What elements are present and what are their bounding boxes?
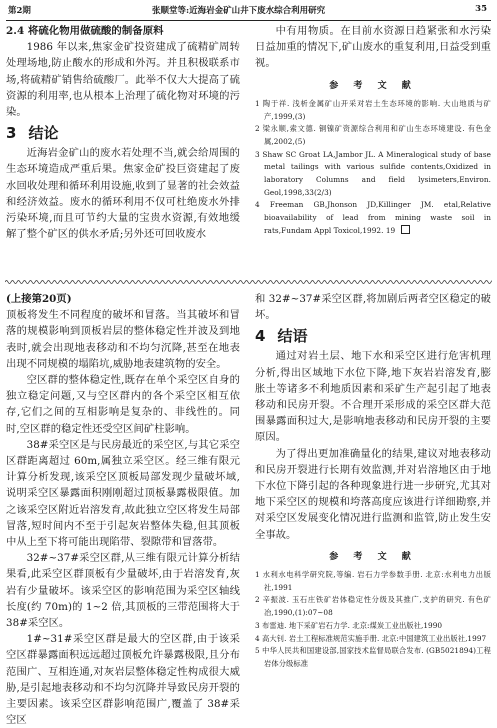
bottom-left-column [6,291,240,728]
reference-item: 3 布雷迪. 地下采矿岩石力学. 北京:煤炭工业出版社,1990 [255,620,443,630]
page-number: 35 [475,4,487,14]
paragraph: 顶板将发生不同程度的破坏和冒落。当其破坏和冒落的规模影响到顶板岩层的整体稳定性并波及到地表时,就会出现地表移动和不均匀沉降,甚至在地表出现不同规模的塌陷坑,威胁地表建筑物的安全。 [6,309,240,370]
bottom-right-column [255,291,491,671]
top-left-column [6,23,240,242]
references-list [255,98,491,238]
section-number: 3 [6,124,17,143]
reference-item: 2 辛振波. 玉石庄铁矿岩体稳定性分级及其推广,支护的研究. 有色矿冶,1990,(1):07~08 [255,595,491,618]
wavy-separator [5,278,492,286]
running-header [0,4,497,18]
paragraph: 为了得出更加准确量化的结果,建议对地表移动和民房开裂进行长期有效监测,并对岩溶地区由于地下水位下降引起的各种现象进行进一步研究,尤其对地下采空区的规模和垮落高度应该进行详细勘察,并对采空区发展变化情况进行监测和监管,防止发生安全事故。 [255,447,491,541]
paragraph: 1#~31#采空区群是最大的空区群,由于该采空区群暴露面积远远超过顶板允许暴露极限,且分布范围广、互相连通,对灰岩层整体稳定性构成很大威胁,是引起地表移动和不均匀沉降并导致民房开裂的主要因素。该采空区群影响范围广,覆盖了 38#采空区 [6,633,240,727]
end-mark-icon [401,225,410,234]
section-heading-2-4: 2.4 将硫化物用做硫酸的制备原料 [6,25,164,37]
reference-item: 1 陶于祥. 浅析金属矿山开采对岩土生态环境的影响. 大山地质与矿产,1999,(3) [255,98,491,121]
reference-item: 1 水利水电科学研究院,等编. 岩石力学参数手册. 北京:水利电力出版社,1991 [255,570,491,592]
references-heading: 参 考 文 献 [329,551,417,562]
reference-item: 4 高大钊. 岩土工程标准规范实施手册. 北京:中国建筑工业出版社,1997 [255,633,487,643]
issue-number: 第2期 [8,6,31,16]
reference-item: 2 梁永顺,索文德. 铜镍矿资源综合利用和矿山生态环境建设. 有色金属,2002,(5) [255,124,491,146]
continued-from-label: (上接第20页) [6,293,72,305]
paragraph: 和 32#~37#采空区群,将加剧后两者空区稳定的破坏。 [255,293,491,322]
section-heading-closing [255,325,491,347]
reference-item: 5 中华人民共和国建设部,国家技术监督局联合发布. (GB5021894)工程岩体分级标准 [255,646,491,668]
header-rule [6,20,491,21]
section-title: 结语 [277,327,308,346]
section-number: 4 [255,327,266,346]
paragraph: 近海岩金矿山的废水若处理不当,就会给周围的生态环境造成严重后果。焦家金矿投巨资建起了废水回收处理和循环利用设施,收到了显著的社会效益和经济效益。废水的循环利用不仅可杜绝废水外排污染环境,而且可节约大量的宝贵水资源,有效地缓解了整个矿区的供水矛盾;另外还可回收废水 [6,147,240,241]
references-heading: 参 考 文 献 [329,80,417,91]
paragraph: 中有用物质。在目前水资源日趋紧张和水污染日益加重的情况下,矿山废水的重复利用,日益受到重视。 [255,25,491,70]
running-title: 张顺堂等:近海岩金矿山井下废水综合利用研究 [152,6,326,16]
references-list [255,569,491,671]
section-title: 结论 [28,124,59,143]
section-heading-conclusion [6,122,240,144]
paragraph: 空区群的整体稳定性,既存在单个采空区自身的独立稳定问题,又与空区群内的各个采空区相互依存,它们之间的互相影响是复杂的、非线性的。同时,空区群的稳定性还受空区间矿柱影响。 [6,374,240,435]
paragraph: 1986 年以来,焦家金矿投资建成了硫精矿周转处理场地,防止酸水的形成和外泻。并且积极联系市场,将硫精矿销售给硫酸厂。此举不仅大大提高了硫资源的利用率,也从根本上治理了硫化物对环境的污染。 [6,41,240,119]
paragraph: 38#采空区是与民房最近的采空区,与其它采空区群距离超过 60m,属独立采空区。经三维有限元计算分析发现,该采空区顶板局部发现少量破坏域,说明采空区暴露面积刚刚超过顶板暴露极限值。加之该采空区附近岩溶发育,故此独立空区将发生局部冒落,短时间内不至于引起灰岩整体失稳,但其顶板中从上至下将可能出现陷带、裂隙带和冒落带。 [6,438,240,549]
reference-item: 3 Shaw SC Groat LA,Jambor JL. A Mineralogical study of base metal tailings with various sulfide contents,Oxidized in laboratory Columns and field lysimeters,Environ. Geol,1998,33(2/3) [255,149,491,197]
reference-item: 4 Freeman GB,Jhonson JD,Killinger JM. etal,Relative bioavailability of lead from mining waste soil in rats,Fundam Appl Toxicol,1992. 19 [255,200,491,235]
paragraph: 32#~37#采空区群,从三维有限元计算分析结果看,此采空区群顶板有少量破坏,由于岩溶发育,灰岩有少量破坏。该采空区的影响范围为采空区轴线长度(约 70m)的 1~2 倍,其顶板的三带范围将大于 38#采空区。 [6,552,240,630]
paragraph: 通过对岩土层、地下水和采空区进行危害机理分析,得出区域地下水位下降,地下灰岩岩溶发育,膨胀土等诸多不利地质因素和采矿生产起引起了地表移动和民房开裂。不合理开采形成的采空区群大范围暴露面积过大,是影响地表移动和民房开裂的主要原因。 [255,350,491,444]
top-right-column [255,23,491,238]
